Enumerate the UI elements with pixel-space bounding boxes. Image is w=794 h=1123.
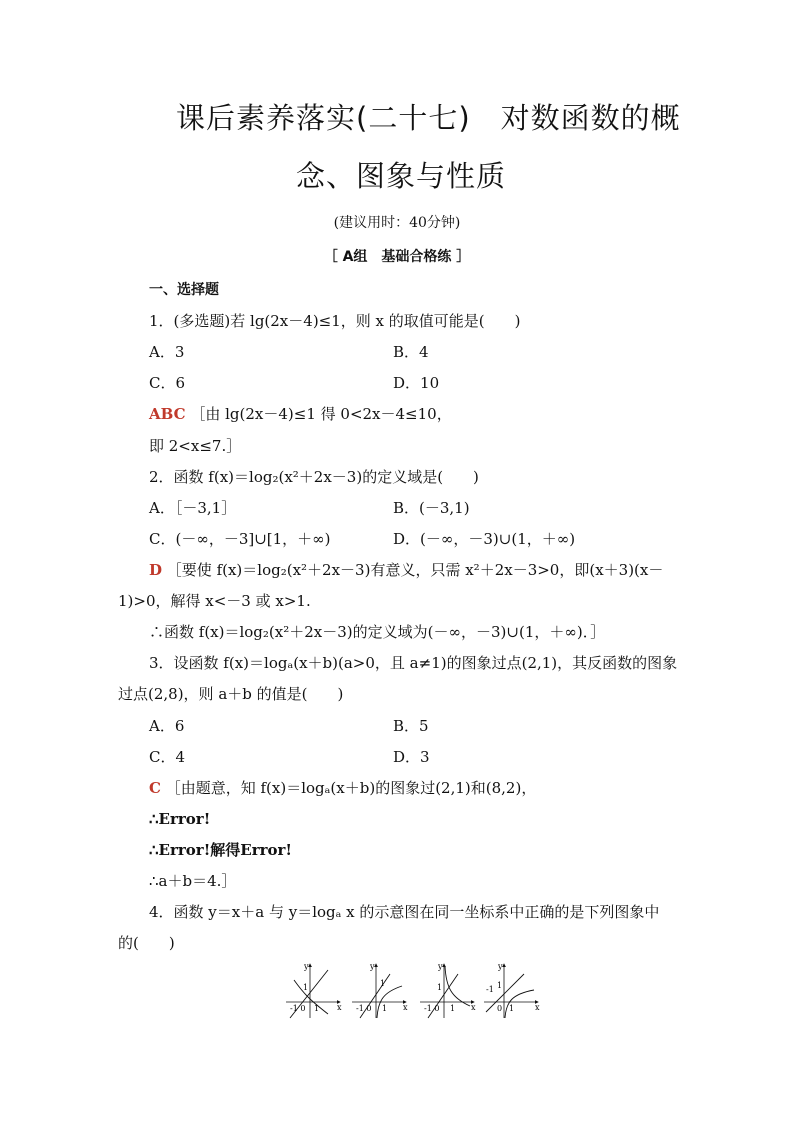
q4-stem-1: 4．函数 y＝x＋a 与 y＝logₐ x 的示意图在同一坐标系中正确的是下列图象中 xyxy=(149,903,660,921)
q1-stem: 1．(多选题)若 lg(2x－4)≤1，则 x 的取值可能是( ) xyxy=(149,312,521,330)
graph-d xyxy=(484,962,540,1018)
graph-c-tick-x1: 1 xyxy=(450,1004,456,1013)
q2-option-a: A．［－3,1］ xyxy=(149,499,237,517)
graph-a xyxy=(286,962,342,1018)
q3-explain-3: ∴Error!解得Error! xyxy=(149,841,293,859)
q2-answer-key: D xyxy=(149,561,163,579)
graph-d-tick-0: 0 xyxy=(497,1004,503,1013)
graph-a-tick-x1: 1 xyxy=(314,1004,320,1013)
q3-option-a: A．6 xyxy=(149,717,185,735)
graph-c-y-label: y xyxy=(438,962,443,971)
graph-b-x-label: x xyxy=(403,1003,408,1012)
q3-answer-key: C xyxy=(149,779,161,797)
q3-explain-2: ∴Error! xyxy=(149,810,211,828)
title-line-2: 念、图象与性质 xyxy=(296,159,507,193)
q3-stem-2: 过点(2,8)，则 a＋b 的值是( ) xyxy=(118,685,344,703)
q1-option-b: B．4 xyxy=(393,343,429,361)
graph-a-x-label: x xyxy=(337,1003,342,1012)
graph-c-x-label: x xyxy=(471,1003,476,1012)
q2-option-b: B．(－3,1) xyxy=(393,499,470,517)
time-hint: (建议用时：40分钟) xyxy=(333,215,461,231)
title-line-1: 课后素养落实(二十七) 对数函数的概 xyxy=(176,101,681,135)
q3-option-b: B．5 xyxy=(393,717,429,735)
q2-explain-2: 1)>0，解得 x<－3 或 x>1. xyxy=(118,592,311,610)
graph-d-tick-1: 1 xyxy=(497,981,503,990)
q1-option-a: A．3 xyxy=(149,343,185,361)
q3-option-c: C．4 xyxy=(149,748,186,766)
q1-explain-1: ［由 lg(2x－4)≤1 得 0<2x－4≤10， xyxy=(190,405,452,423)
q1-option-d: D．10 xyxy=(393,374,440,392)
graph-c-tick-neg: -1 0 xyxy=(424,1004,440,1013)
q2-option-d: D．(－∞，－3)∪(1，＋∞) xyxy=(393,530,576,548)
graph-b xyxy=(352,962,408,1018)
group-label: ［ A组 基础合格练 ］ xyxy=(323,249,471,265)
q4-option-graphs xyxy=(284,960,544,1022)
q3-stem-1: 3．设函数 f(x)＝logₐ(x＋b)(a>0，且 a≠1)的图象过点(2,1)，其反函数的图象 xyxy=(149,654,678,672)
q1-option-c: C．6 xyxy=(149,374,186,392)
q2-stem: 2．函数 f(x)＝log₂(x²＋2x－3)的定义域是( ) xyxy=(149,468,479,486)
graph-a-tick-neg: -1 0 xyxy=(290,1004,306,1013)
graph-d-x-label: x xyxy=(535,1003,540,1012)
graph-b-tick-1: 1 xyxy=(380,979,386,988)
graph-b-y-label: y xyxy=(370,962,375,971)
graph-a-tick-1: 1 xyxy=(303,983,309,992)
q4-stem-2: 的( ) xyxy=(118,934,175,952)
graph-a-y-label: y xyxy=(304,962,309,971)
graph-c xyxy=(420,962,476,1018)
q3-option-d: D．3 xyxy=(393,748,430,766)
graph-d-tick-neg1: -1 xyxy=(486,985,494,994)
q2-option-c: C．(－∞，－3]∪[1，＋∞) xyxy=(149,530,331,548)
graph-b-tick-neg: -1 0 xyxy=(356,1004,372,1013)
graph-d-y-label: y xyxy=(498,962,503,971)
q1-answer-key: ABC xyxy=(149,405,186,423)
q2-explain-3: ∴函数 f(x)＝log₂(x²＋2x－3)的定义域为(－∞，－3)∪(1，＋∞)．］ xyxy=(149,623,606,641)
graph-c-tick-1: 1 xyxy=(437,983,443,992)
section-heading: 一、选择题 xyxy=(149,282,219,298)
graph-b-tick-x1: 1 xyxy=(382,1004,388,1013)
q1-explain-2: 即 2<x≤7.］ xyxy=(149,437,242,455)
q2-explain-1: ［要使 f(x)＝log₂(x²＋2x－3)有意义，只需 x²＋2x－3>0，即(x＋3)(x－ xyxy=(166,561,664,579)
graph-d-tick-x1: 1 xyxy=(509,1004,515,1013)
q3-explain-1: ［由题意，知 f(x)＝logₐ(x＋b)的图象过(2,1)和(8,2)， xyxy=(165,779,537,797)
q3-explain-4: ∴a＋b＝4.］ xyxy=(149,872,237,890)
